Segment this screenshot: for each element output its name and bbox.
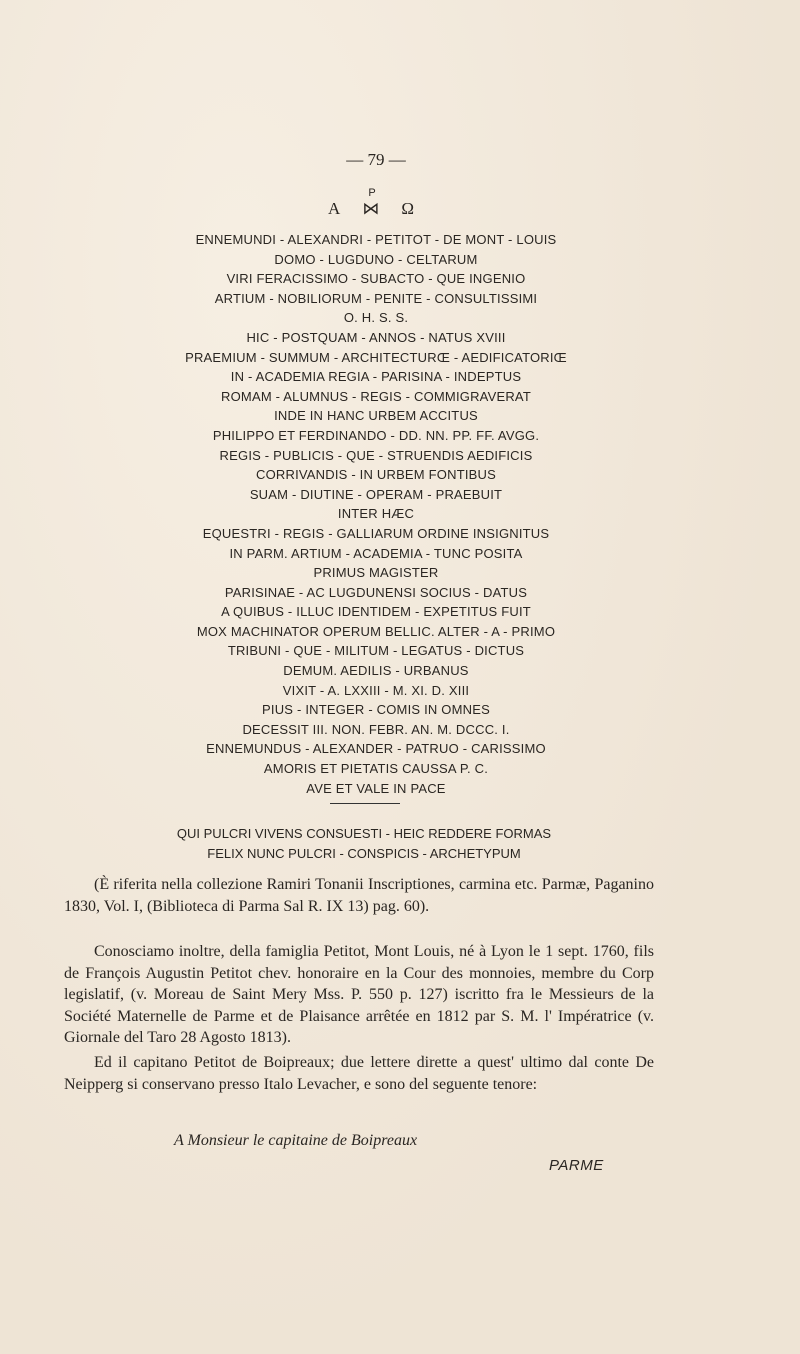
- inscription-line: INTER HÆC: [337, 506, 415, 522]
- inscription-line: EQUESTRI - REGIS - GALLIARUM ORDINE INSIGNITUS: [202, 525, 550, 541]
- section-divider: [330, 803, 400, 804]
- inscription-line: CORRIVANDIS - IN URBEM FONTIBUS: [256, 467, 496, 483]
- inscription-line: REGIS - PUBLICIS - QUE - STRUENDIS AEDIFICIS: [219, 447, 533, 463]
- inscription-line: PIUS - INTEGER - COMIS IN OMNES: [262, 702, 490, 718]
- inscription-line: MOX MACHINATOR OPERUM BELLIC. ALTER - A - PRIMO: [196, 623, 556, 639]
- inscription-line: SUAM - DIUTINE - OPERAM - PRAEBUIT: [249, 486, 503, 502]
- paragraph-text: Conosciamo inoltre, della famiglia Petitot, Mont Louis, né à Lyon le 1 sept. 1760, fils de François Augustin Petitot chev. honoraire en la Cour des monnoies, membre du Corp legislatif, (v. Moreau de Saint Mery Mss. P. 550 p. 127) iscritto fra le Messieurs de la Société Maternelle de Parme et de Plaisance arrêtée en 1812 par S. M. l' Impératrice (v. Giornale del Taro 28 Agosto 1813).: [64, 943, 654, 1046]
- monogram-omega: Ω: [401, 199, 416, 218]
- inscription-line: TRIBUNI - QUE - MILITUM - LEGATUS - DICTUS: [227, 643, 525, 659]
- page-number: — 79 —: [346, 150, 406, 169]
- inscription-line: DECESSIT III. NON. FEBR. AN. M. DCCC. I.: [242, 721, 510, 737]
- epitaph-inscription: [0, 230, 752, 798]
- source-citation-paragraph: [64, 874, 654, 917]
- inscription-line: AVE ET VALE IN PACE: [306, 780, 446, 796]
- inscription-line: DEMUM. AEDILIS - URBANUS: [283, 663, 469, 679]
- inscription-line: HIC - POSTQUAM - ANNOS - NATUS XVIII: [246, 329, 506, 345]
- inscription-line: IN PARM. ARTIUM - ACADEMIA - TUNC POSITA: [229, 545, 523, 561]
- inscription-line: PRAEMIUM - SUMMUM - ARCHITECTURŒ - AEDIFICATORIŒ: [185, 349, 567, 365]
- inscription-line: A QUIBUS - ILLUC IDENTIDEM - EXPETITUS FUIT: [221, 604, 531, 620]
- inscription-line: ENNEMUNDI - ALEXANDRI - PETITOT - DE MONT - LOUIS: [195, 232, 557, 247]
- family-note-paragraph: [64, 941, 654, 1049]
- monogram-row: [0, 199, 744, 219]
- inscription-line: AMORIS ET PIETATIS CAUSSA P. C.: [263, 761, 489, 777]
- letter-addressee: A Monsieur le capitaine de Boipreaux: [174, 1132, 418, 1149]
- inscription-line: ARTIUM - NOBILIORUM - PENITE - CONSULTISSIMI: [214, 290, 538, 306]
- inscription-line: ROMAM - ALUMNUS - REGIS - COMMIGRAVERAT: [221, 388, 531, 404]
- motto-couplet: [0, 824, 728, 863]
- monogram-alpha: A: [328, 199, 343, 218]
- inscription-line: O. H. S. S.: [343, 310, 409, 326]
- monogram-rho: P: [368, 187, 376, 199]
- motto-line: QUI PULCRI VIVENS CONSUESTI - HEIC REDDERE FORMAS: [176, 826, 552, 841]
- motto-line: FELIX NUNC PULCRI - CONSPICIS - ARCHETYPUM: [207, 845, 521, 861]
- inscription-line: VIXIT - A. LXXIII - M. XI. D. XIII: [282, 682, 470, 698]
- paragraph-text: Ed il capitano Petitot de Boipreaux; due lettere dirette a quest' ultimo dal conte De Neipperg si conservano presso Italo Levacher, e sono del seguente tenore:: [64, 1054, 654, 1093]
- inscription-line: VIRI FERACISSIMO - SUBACTO - QUE INGENIO: [226, 271, 526, 287]
- inscription-line: PHILIPPO ET FERDINANDO - DD. NN. PP. FF. AVGG.: [212, 427, 540, 443]
- letters-intro-paragraph: [64, 1052, 654, 1095]
- inscription-line: ENNEMUNDUS - ALEXANDER - PATRUO - CARISSIMO: [206, 741, 546, 757]
- inscription-line: PRIMUS MAGISTER: [313, 565, 439, 581]
- letter-city: PARME: [549, 1157, 604, 1174]
- inscription-line: INDE IN HANC URBEM ACCITUS: [274, 408, 478, 424]
- paragraph-text: (È riferita nella collezione Ramiri Tonanii Inscriptiones, carmina etc. Parmæ, Paganino 1830, Vol. I, (Biblioteca di Parma Sal R. IX 13) pag. 60).: [64, 876, 654, 915]
- monogram-chi: ⋈: [362, 199, 382, 218]
- inscription-line: IN - ACADEMIA REGIA - PARISINA - INDEPTUS: [230, 369, 522, 385]
- chi-rho-monogram: [0, 188, 744, 219]
- inscription-line: DOMO - LUGDUNO - CELTARUM: [274, 251, 478, 267]
- inscription-line: PARISINAE - AC LUGDUNENSI SOCIUS - DATUS: [224, 584, 528, 600]
